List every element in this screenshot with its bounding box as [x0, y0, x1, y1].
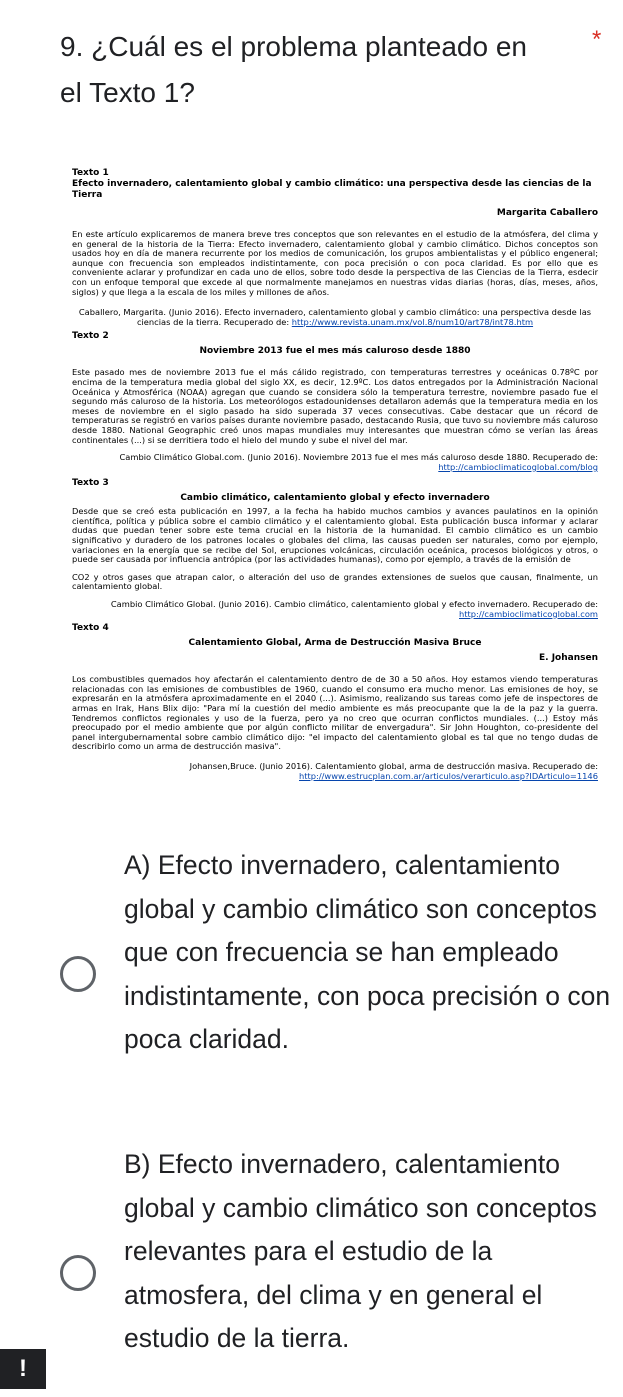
- text2-citation: Cambio Climático Global.com. (Junio 2016). Noviembre 2013 fue el mes más caluroso desde 1880. Recuperado de:: [119, 452, 598, 463]
- text4-body: Los combustibles quemados hoy afectarán el calentamiento dentro de de 30 a 50 años. Hoy estamos viendo temperaturas relacionadas con las emisiones de combustibles de 1960, cuando el consumo era mucho menor. Las emisiones de hoy, se expresarán en la atmósfera aproximadamente en el 2040 (...). Asimismo, realizando sus tareas como jefe de inspectores de armas en Irak, Hans Blix dijo: "Para mí la cuestión del medio ambiente es más preocupante que la de la paz y la guerra. Tendremos conflictos regionales y uso de la fuerza, pero ya no creo que ocurran conflictos mundiales. (...) Estoy más preocupado por el medio ambiente que por algún conflicto militar de envergadura". Sir John Houghton, co-presidente del panel intergubernamental sobre cambio climático dijo: "el impacto del calentamiento global es tal que no tengo dudas de describirlo como un arma de destrucción masiva".: [72, 674, 598, 752]
- option-b-radio[interactable]: [60, 1255, 96, 1291]
- text1-label: Texto 1: [72, 168, 109, 178]
- text4-author: E. Johansen: [539, 653, 598, 664]
- text3-body: Desde que se creó esta publicación en 1997, a la fecha ha habido muchos cambios y avances paulatinos en la opinión científica, política y pública sobre el cambio climático y el calentamiento global. Esta publicación busca informar y aclarar dudas que puedan tener sobre este tema crucial en la historia de la humanidad. El cambio climático es un cambio significativo y duradero de los patrones locales o globales del clima, las causas pueden ser naturales, como por ejemplo, variaciones en la energía que se recibe del Sol, erupciones volcánicas, circulación oceánica, procesos biológicos y otros, o puede ser causada por influencia antrópica (por las actividades humanas), como por ejemplo, a través de la emisión de: [72, 506, 598, 565]
- text1-author: Margarita Caballero: [496, 208, 598, 218]
- reading-document: [72, 168, 598, 781]
- text2-label: Texto 2: [72, 331, 109, 342]
- text2-title: Noviembre 2013 fue el mes más caluroso desde 1880: [199, 346, 471, 357]
- text1-title: Efecto invernadero, calentamiento global y cambio climático: una perspectiva desde las ciencias de la Tierra: [72, 179, 592, 200]
- question-title: 9. ¿Cuál es el problema planteado en el Texto 1?: [60, 31, 527, 108]
- text2-link[interactable]: http://cambioclimaticoglobal.com/blog: [438, 461, 598, 472]
- text3-link[interactable]: http://cambioclimaticoglobal.com: [459, 608, 598, 619]
- text4-link-line: [72, 772, 598, 782]
- option-a-radio[interactable]: [60, 956, 96, 992]
- text3-label: Texto 3: [72, 478, 109, 489]
- text4-title: Calentamiento Global, Arma de Destrucción Masiva Bruce: [188, 638, 482, 649]
- text4-citation: Johansen,Bruce. (Junio 2016). Calentamiento global, arma de destrucción masiva. Recuperado de:: [189, 760, 598, 771]
- text3-citation: Cambio Climático Global. (Junio 2016). Cambio climático, calentamiento global y efecto invernadero. Recuperado de:: [110, 599, 598, 610]
- text3-link-line: [72, 610, 598, 620]
- text1-link[interactable]: http://www.revista.unam.mx/vol.8/num10/art78/int78.htm: [291, 316, 534, 327]
- option-b-label[interactable]: B) Efecto invernadero, calentamiento global y cambio climático son conceptos relevantes para el estudio de la atmosfera, del clima y en general el estudio de la tierra.: [124, 1149, 597, 1353]
- required-marker: *: [592, 26, 602, 53]
- text2-body: Este pasado mes de noviembre 2013 fue el más cálido registrado, con temperaturas terrestres y oceánicas 0.78ºC por encima de la temperatura media global del siglo XX, es decir, 12.9ºC. Los datos entregados por la Administración Nacional Oceánica y Atmosférica (NOAA) agregan que cuando se considera sólo la temperatura terrestre, noviembre pasado fue el segundo más caluroso de la historia. Los meteorólogos estadounidenses detallaron además que la temperatura media en los meses de noviembre en el siglo pasado ha sido superada 37 veces consecutivas. Cabe destacar que un récord de temperaturas se registró en varios países durante noviembre pasado, destacando Rusia, que tuvo su noviembre más caluroso desde 1880. National Geographic creó unos mapas mundiales muy interesantes que muestran cómo se verían las áreas continentales (...) si se derritiera todo el hielo del mundo y sube el nivel del mar.: [72, 367, 598, 445]
- text3-body2: CO2 y otros gases que atrapan calor, o alteración del uso de grandes extensiones de suelos que causan, finalmente, un calentamiento global.: [72, 571, 598, 592]
- text4-label: Texto 4: [72, 623, 109, 634]
- text1-citation-text: Caballero, Margarita. (Junio 2016). Efecto invernadero, calentamiento global y cambio climático: una perspectiva desde las ciencias de la tierra. Recuperado de:: [78, 307, 592, 327]
- text2-link-line: [72, 463, 598, 473]
- text1-citation: [72, 308, 598, 327]
- text3-title: Cambio climático, calentamiento global y efecto invernadero: [180, 493, 490, 504]
- alert-icon[interactable]: !: [0, 1349, 46, 1389]
- text4-link[interactable]: http://www.estrucplan.com.ar/articulos/verarticulo.asp?IDArticulo=1146: [299, 770, 598, 781]
- text1-body: En este artículo explicaremos de manera breve tres conceptos que son relevantes en el estudio de la atmósfera, del clima y en general de la historia de la Tierra: Efecto invernadero, calentamiento global y cambio climático. Dichos conceptos son usados hoy en día de manera recurrente por los medios de comunicación, los grupos ambientalistas y el público engeneral; aunque con frecuencia son empleados indistintamente, con poca precisión o con poca claridad. Es por ello que es conveniente aclarar y profundizar en cada uno de ellos, sobre todo desde la perspectiva de las Ciencias de la Tierra, esdecir con un enfoque temporal que excede al que normalmente manejamos en nuestras vidas diarias (horas, días, meses, años, siglos) y que llega a la escala de los miles y millones de años.: [72, 229, 598, 297]
- option-a-label[interactable]: A) Efecto invernadero, calentamiento global y cambio climático son conceptos que con frecuencia se han empleado indistintamente, con poca precisión o con poca claridad.: [124, 850, 611, 1054]
